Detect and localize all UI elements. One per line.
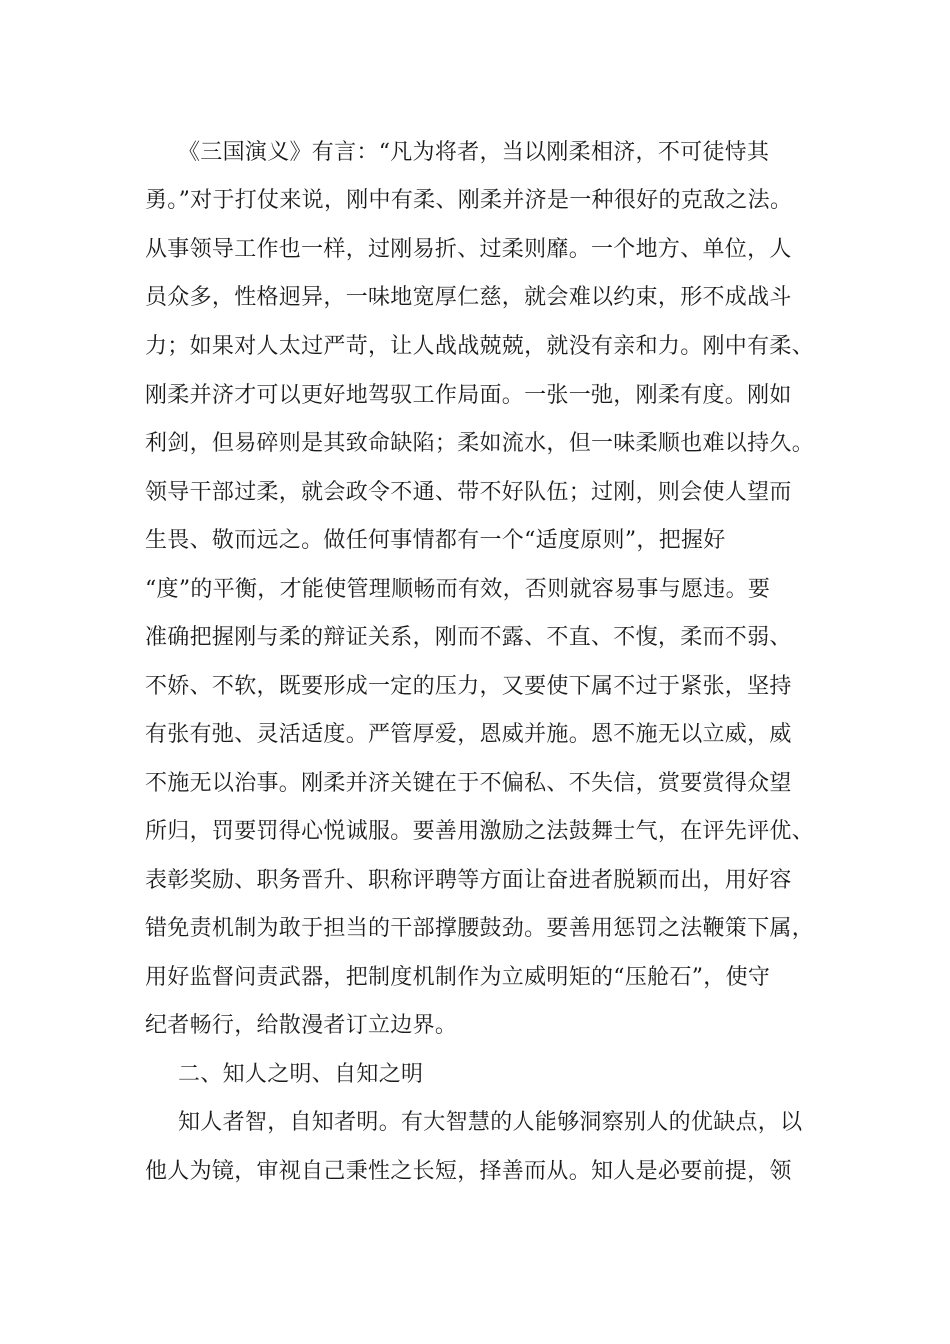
paragraph-line: “度”的平衡，才能使管理顺畅而有效，否则就容易事与愿违。要 xyxy=(145,577,771,602)
paragraph-line: 准确把握刚与柔的辩证关系，刚而不露、不直、不愎，柔而不弱、 xyxy=(145,625,792,650)
paragraph-line: 生畏、敬而远之。做任何事情都有一个“适度原则”，把握好 xyxy=(145,528,726,553)
paragraph-line: 从事领导工作也一样，过刚易折、过柔则靡。一个地方、单位，人 xyxy=(145,237,792,262)
paragraph-line: 领导干部过柔，就会政令不通、带不好队伍；过刚，则会使人望而 xyxy=(145,480,792,505)
paragraph-line: 《三国演义》有言：“凡为将者，当以刚柔相济，不可徒恃其 xyxy=(178,140,770,165)
paragraph-line: 勇。”对于打仗来说，刚中有柔、刚柔并济是一种很好的克敌之法。 xyxy=(145,188,793,213)
paragraph-line: 不施无以治事。刚柔并济关键在于不偏私、不失信，赏要赏得众望 xyxy=(145,771,792,796)
section-heading: 二、知人之明、自知之明 xyxy=(178,1062,424,1087)
paragraph-line: 力；如果对人太过严苛，让人战战兢兢，就没有亲和力。刚中有柔、 xyxy=(145,334,815,359)
paragraph-line: 有张有弛、灵活适度。严管厚爱，恩威并施。恩不施无以立威，威 xyxy=(145,722,792,747)
paragraph-line: 纪者畅行，给散漫者订立边界。 xyxy=(145,1013,458,1038)
paragraph-line: 用好监督问责武器，把制度机制作为立威明矩的“压舱石”，使守 xyxy=(145,965,771,990)
paragraph-line: 不娇、不软，既要形成一定的压力，又要使下属不过于紧张，坚持 xyxy=(145,674,792,699)
paragraph-line: 表彰奖励、职务晋升、职称评聘等方面让奋进者脱颖而出，用好容 xyxy=(145,868,792,893)
paragraph-line: 知人者智，自知者明。有大智慧的人能够洞察别人的优缺点，以 xyxy=(178,1110,803,1135)
paragraph-line: 利剑，但易碎则是其致命缺陷；柔如流水，但一味柔顺也难以持久。 xyxy=(145,431,815,456)
paragraph-line: 员众多，性格迥异，一味地宽厚仁慈，就会难以约束，形不成战斗 xyxy=(145,285,792,310)
paragraph-line: 所归，罚要罚得心悦诚服。要善用激励之法鼓舞士气，在评先评优、 xyxy=(145,819,815,844)
paragraph-line: 错免责机制为敢于担当的干部撑腰鼓劲。要善用惩罚之法鞭策下属， xyxy=(145,916,815,941)
paragraph-line: 他人为镜，审视自己秉性之长短，择善而从。知人是必要前提，领 xyxy=(145,1159,792,1184)
paragraph-line: 刚柔并济才可以更好地驾驭工作局面。一张一弛，刚柔有度。刚如 xyxy=(145,383,792,408)
